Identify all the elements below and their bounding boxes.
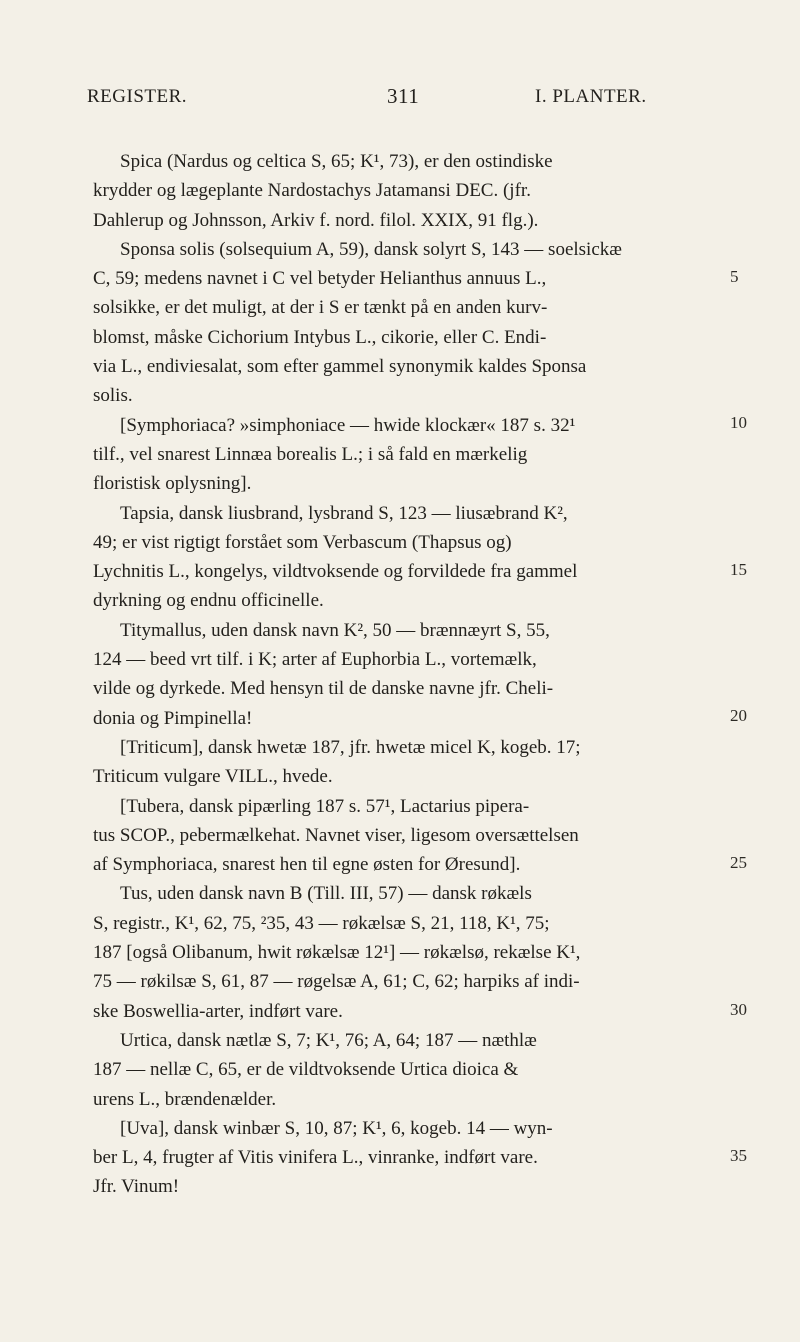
text-line: tus SCOP., pebermælkehat. Navnet viser, ligesom oversættelsen	[93, 824, 579, 846]
text-line: Lychnitis L., kongelys, vildtvoksende og forvildede fra gammel	[93, 561, 578, 583]
text-line: donia og Pimpinella!	[93, 707, 253, 729]
text-line: Jfr. Vinum!	[93, 1176, 180, 1198]
text-line: ske Boswellia-arter, indført vare.	[93, 1000, 343, 1022]
page-number: 311	[387, 84, 420, 108]
text-line: [Triticum], dansk hwetæ 187, jfr. hwetæ micel K, kogeb. 17;	[120, 736, 581, 758]
text-line: [Tubera, dansk pipærling 187 s. 57¹, Lactarius pipera-	[120, 795, 530, 817]
text-line: Triticum vulgare VILL., hvede.	[93, 766, 333, 788]
text-line: Sponsa solis (solsequium A, 59), dansk solyrt S, 143 — soelsickæ	[120, 238, 622, 260]
text-line: C, 59; medens navnet i C vel betyder Helianthus annuus L.,	[93, 268, 547, 290]
text-line: [Symphoriaca? »simphoniace — hwide klockær« 187 s. 32¹	[120, 414, 576, 436]
text-line: Spica (Nardus og celtica S, 65; K¹, 73), er den ostindiske	[120, 151, 553, 172]
line-number: 35	[730, 1146, 747, 1165]
text-line: solsikke, er det muligt, at der i S er tænkt på en anden kurv-	[93, 297, 548, 319]
text-line: Titymallus, uden dansk navn K², 50 — brænnæyrt S, 55,	[120, 619, 550, 641]
text-line: floristisk oplysning].	[93, 473, 252, 495]
text-line: Dahlerup og Johnsson, Arkiv f. nord. filol. XXIX, 91 flg.).	[93, 209, 539, 231]
text-line: [Uva], dansk winbær S, 10, 87; K¹, 6, kogeb. 14 — wyn-	[120, 1117, 553, 1139]
text-line: Urtica, dansk nætlæ S, 7; K¹, 76; A, 64; 187 — næthlæ	[120, 1029, 537, 1051]
text-line: 187 — nellæ C, 65, er de vildtvoksende Urtica dioica &	[93, 1059, 519, 1081]
text-line: 49; er vist rigtigt forstået som Verbascum (Thapsus og)	[93, 531, 512, 553]
text-line: dyrkning og endnu officinelle.	[93, 590, 324, 612]
line-number: 5	[730, 267, 739, 286]
text-line: 75 — røkilsæ S, 61, 87 — røgelsæ A, 61; C, 62; harpiks af indi-	[93, 971, 580, 993]
line-number: 15	[730, 560, 747, 579]
text-line: ber L, 4, frugter af Vitis vinifera L., vinranke, indført vare.	[93, 1147, 538, 1169]
line-number: 30	[730, 1000, 747, 1019]
text-line: blomst, måske Cichorium Intybus L., cikorie, eller C. Endi-	[93, 326, 547, 348]
running-header-left: REGISTER.	[87, 86, 188, 107]
text-line: af Symphoriaca, snarest hen til egne østen for Øresund].	[93, 854, 521, 876]
text-line: krydder og lægeplante Nardostachys Jatamansi DEC. (jfr.	[93, 180, 531, 202]
text-line: solis.	[93, 385, 133, 407]
text-line: Tapsia, dansk liusbrand, lysbrand S, 123 — liusæbrand K²,	[120, 502, 568, 524]
text-line: 187 [også Olibanum, hwit røkælsæ 12¹] — røkælsø, rekælse K¹,	[93, 942, 581, 964]
text-line: 124 — beed vrt tilf. i K; arter af Euphorbia L., vortemælk,	[93, 649, 537, 671]
line-number: 10	[730, 413, 747, 432]
line-number: 20	[730, 706, 747, 725]
text-line: Tus, uden dansk navn B (Till. III, 57) — dansk røkæls	[120, 883, 532, 905]
text-line: tilf., vel snarest Linnæa borealis L.; i så fald en mærkelig	[93, 443, 528, 465]
text-line: via L., endiviesalat, som efter gammel synonymik kaldes Sponsa	[93, 356, 587, 378]
running-header-right: I. PLANTER.	[535, 86, 647, 107]
register-text	[93, 147, 711, 1202]
line-number: 25	[730, 853, 747, 872]
text-line: urens L., brændenælder.	[93, 1088, 277, 1110]
text-line: S, registr., K¹, 62, 75, ²35, 43 — røkælsæ S, 21, 118, K¹, 75;	[93, 912, 550, 934]
text-line: vilde og dyrkede. Med hensyn til de danske navne jfr. Cheli-	[93, 678, 554, 700]
